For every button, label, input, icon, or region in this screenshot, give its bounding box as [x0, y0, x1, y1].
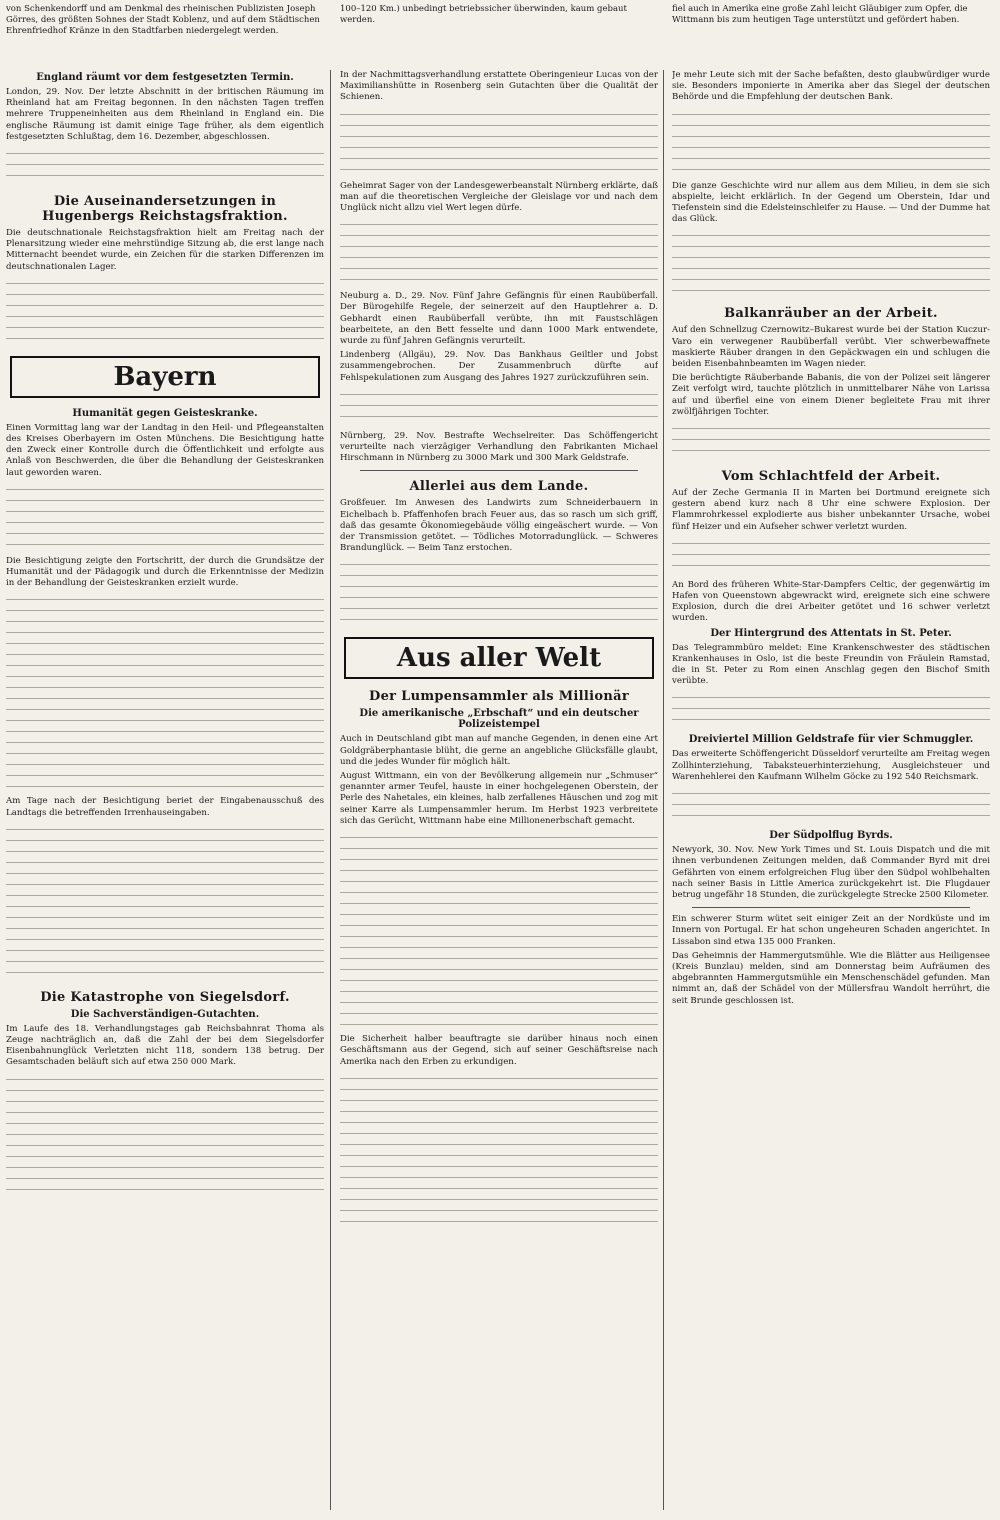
body-text-block — [6, 822, 324, 982]
headline-allerlei: Allerlei aus dem Lande. — [409, 479, 589, 495]
article-schmuggler: Das erweiterte Schöffengericht Düsseldorf verurteilte am Freitag wegen Zollhinterziehung, Tabaksteuerhinterziehung, Ausgleichsteuer und Warenhehlerei den Kaufmann Wilhelm Göcke zu 192 540 Reichsmark. — [672, 749, 990, 782]
body-text-block — [340, 387, 658, 427]
body-text-block — [340, 107, 658, 177]
top-c2: 100–120 Km.) unbedingt betriebssicher überwinden, kaum gebaut werden. — [340, 4, 627, 25]
article-lumpensammler: Auch in Deutschland gibt man auf manche Gegenden, in denen eine Art Goldgräberphantasie blüht, die gerne an angebliche Glücksfälle glaubt, und die jedes Wunder für möglich hält. — [340, 734, 658, 767]
article-sturm: Ein schwerer Sturm wütet seit einiger Zeit an der Nordküste und im Innern von Portugal. Er hat schon ungeheuren Schaden angerichtet. In Lissabon sind etwa 135 000 Franken. — [672, 914, 990, 947]
article-wittmann: August Wittmann, ein von der Bevölkerung allgemein nur „Schmuser“ genannter armer Teufel, hauste in einer hochgelegenen Oberstein, der Perle des Nahetales, ein kleines, halb zerfallenes Häuschen und zog mit seiner Karre als Lumpensammler herum. Im Herbst 1923 verbreitete sich das Gerücht, Wittmann habe eine Millionenerbschaft gemacht. — [340, 771, 658, 826]
headline-lumpensammler: Der Lumpensammler als Millionär — [369, 689, 629, 705]
body-text-block — [672, 228, 990, 298]
article-humanitaet-2: Die Besichtigung zeigte den Fortschritt, der durch die Grundsätze der Humanität und der Pädagogik und durch die Erkenntnisse der Medizin in der Behandlung der Geisteskranken erzielt wurde. — [6, 555, 324, 589]
headline-schmuggler: Dreiviertel Million Geldstrafe für vier Schmuggler. — [688, 734, 974, 746]
headline-humanitaet: Humanität gegen Geisteskranke. — [72, 407, 258, 419]
article-lindenberg: Lindenberg (Allgäu), 29. Nov. Das Bankhaus Geiltler und Jobst zusammengebrochen. Der Zusammenbruch dürfte auf Fehlspekulationen zum Ausgang des Jahres 1927 zurückzuführen sein. — [340, 350, 658, 383]
article-hammergutsmuehle: Das Geheimnis der Hammergutsmühle. Wie die Blätter aus Heiligensee (Kreis Bunzlau) melden, sind am Donnerstag beim Aufräumen des abgebrannten Hammergutsmühle ein Menschenschädel gefunden. Man nimmt an, daß der Schädel von der Müllersfrau Wandolt herrührt, die seit Brunde geschlossen ist. — [672, 950, 990, 1006]
headline-hugenberg: Die Auseinandersetzungen in Hugenbergs Reichstagsfraktion. — [42, 194, 288, 225]
column-rule-1 — [330, 70, 331, 1510]
body-text-block — [340, 1071, 658, 1231]
body-text-block — [672, 786, 990, 826]
article-england: London, 29. Nov. Der letzte Abschnitt in der britischen Räumung im Rheinland hat am Freitag begonnen. In den nächsten Tagen treffen mehrere Truppeneinheiten aus dem Rheinland in England ein. Die englische Räumung ist damit einige Tage früher, als dem eigentlich festgesetzten Schlußtag, dem 16. Dezember, abgeschlossen. — [6, 87, 324, 142]
body-text-block — [6, 146, 324, 186]
article-lucas: In der Nachmittagsverhandlung erstattete Oberingenieur Lucas von der Maximilianshütte in Rosenberg sein Gutachten über die Qualität der Schienen. — [340, 70, 658, 103]
body-text-block — [6, 482, 324, 552]
body-text-block — [340, 217, 658, 287]
body-text-block — [672, 690, 990, 730]
article-lumpen-cont: Je mehr Leute sich mit der Sache befaßten, desto glaubwürdiger wurde sie. Besonders imponierte in Amerika aber das Siegel der deutschen Behörde und die Empfehlung der deutschen Bank. — [672, 70, 990, 103]
body-text-block — [672, 421, 990, 461]
subhead-lumpensammler: Die amerikanische „Erbschaft“ und ein deutscher Polizeistempel — [359, 708, 639, 731]
separator — [360, 470, 638, 471]
article-hugenberg: Die deutschnationale Reichstagsfraktion hielt am Freitag nach der Plenarsitzung wieder eine mehrstündige Sitzung ab, die erst lange nach Mitternacht beendet wurde, ein Zeichen für die starken Differenzen im deutschnationalen Lager. — [6, 228, 324, 272]
article-babanis: Die berüchtigte Räuberbande Babanis, die von der Polizei seit längerer Zeit verfolgt wird, tauchte plötzlich in unmittelbarer Nähe von Larissa auf und überfiel eine von einem Diener begleitete Frau mit ihrer zwölfjährigen Tochter. — [672, 373, 990, 417]
body-text-block — [6, 276, 324, 346]
headline-england: England räumt vor dem festgesetzten Termin. — [36, 72, 294, 83]
section-aus-aller-welt: Aus aller Welt — [344, 637, 654, 679]
separator — [692, 907, 970, 908]
headline-petri: Der Hintergrund des Attentats in St. Peter. — [710, 627, 952, 639]
article-geschaeft: Die Sicherheit halber beauftragte sie darüber hinaus noch einen Geschäftsmann aus der Gegend, sich auf seiner Geschäftsreise nach Amerika nach den Erben zu erkundigen. — [340, 1034, 658, 1067]
article-schlachtfeld: Auf der Zeche Germania II in Marten bei Dortmund ereignete sich gestern abend kurz nach 8 Uhr eine schwere Explosion. Der Flammrohrkessel explodierte aus bisher unbekannter Ursache, wobei fünf Heizer und ein Aufseher schwer verletzt wurden. — [672, 488, 990, 532]
article-allerlei: Großfeuer. Im Anwesen des Landwirts zum Schneiderbauern in Eichelbach b. Pfaffenhofen brach Feuer aus, das so rasch um sich griff, daß das gesamte Ökonomiegebäude völlig eingeäschert wurde. — Von der Transmission getötet. — Tödliches Motorradunglück. — Schweres Brandunglück. — Beim Tanz erstochen. — [340, 498, 658, 554]
top-c3: fiel auch in Amerika eine große Zahl leicht Gläubiger zum Opfer, die Wittmann bis zum heutigen Tage unterstützt und gefördert haben. — [672, 4, 968, 25]
column-rule-2 — [663, 70, 664, 1510]
body-text-block — [340, 830, 658, 1030]
subhead-siegelsdorf: Die Sachverständigen-Gutachten. — [70, 1008, 260, 1020]
top-continuations — [0, 0, 1000, 68]
article-milieu: Die ganze Geschichte wird nur allem aus dem Milieu, in dem sie sich abspielte, leicht erklärlich. In der Gegend um Oberstein, Idar und Tiefenstein sind die Edelsteinschleifer zu Hause. — Und der Dumme hat das Glück. — [672, 180, 990, 225]
top-c1: von Schenkendorff und am Denkmal des rheinischen Publizisten Joseph Görres, des größten Sohnes der Stadt Koblenz, und auf dem Städtischen Ehrenfriedhof Kränze in den Stadtfarben niedergelegt werden. — [6, 4, 320, 36]
body-text-block — [672, 536, 990, 576]
column-3 — [672, 70, 990, 1510]
headline-balkan: Balkanräuber an der Arbeit. — [724, 306, 938, 322]
column-2 — [340, 70, 658, 1510]
article-neuburg: Neuburg a. D., 29. Nov. Fünf Jahre Gefängnis für einen Raubüberfall. Der Bürogehilfe Regele, der seinerzeit auf den Hauptlehrer a. D. Gebhardt einen Raubüberfall verübte, ihn mit Faustschlägen bearbeitete, an den Bett fesselte und dann 1000 Mark entwendete, wurde zu fünf Jahren Gefängnis verurteilt. — [340, 291, 658, 347]
article-byrd: Newyork, 30. Nov. New York Times und St. Louis Dispatch und die mit ihnen verbundenen Zeitungen melden, daß Commander Byrd mit drei Gefährten von einem erfolgreichen Flug über den Südpol wohlbehalten nach seiner Basis in Little America zurückgekehrt ist. Die Flugdauer betrug ungefähr 18 Stunden, die zurückgelegte Strecke 2500 Kilometer. — [672, 845, 990, 900]
body-text-block — [6, 592, 324, 792]
article-humanitaet: Einen Vormittag lang war der Landtag in den Heil- und Pflegeanstalten des Kreises Oberbayern im Osten Münchens. Die Besichtigung hatte den Zweck einer Kontrolle durch die Öffentlichkeit und erfolgte aus Anlaß von Beschwerden, die über die Behandlung der Geisteskranken laut geworden waren. — [6, 422, 324, 478]
article-celtic: An Bord des früheren White-Star-Dampfers Celtic, der gegenwärtig im Hafen von Queenstown abgewrackt wird, ereignete sich eine schwere Explosion, durch die drei Arbeiter getötet und 16 schwer verletzt wurden. — [672, 579, 990, 624]
column-1 — [6, 70, 324, 1510]
headline-schlachtfeld: Vom Schlachtfeld der Arbeit. — [721, 469, 941, 485]
headline-byrd: Der Südpolflug Byrds. — [769, 830, 893, 842]
article-nuernberg: Nürnberg, 29. Nov. Bestrafte Wechselreiter. Das Schöffengericht verurteilte nach vierzägiger Verhandlung den Fabrikanten Michael Hirschmann in Nürnberg zu 3000 Mark und 300 Mark Geldstrafe. — [340, 430, 658, 464]
headline-siegelsdorf: Die Katastrophe von Siegelsdorf. — [40, 989, 290, 1005]
body-text-block — [6, 1072, 324, 1192]
article-sager: Geheimrat Sager von der Landesgewerbeanstalt Nürnberg erklärte, daß man auf die theoretischen Vergleiche der Gleislage vor und nach dem Unglück nicht allzu viel Wert legen dürfe. — [340, 180, 658, 214]
body-text-block — [340, 557, 658, 627]
article-eingabe: Am Tage nach der Besichtigung beriet der Eingabenausschuß des Landtags die betreffenden Irrenhauseingaben. — [6, 796, 324, 818]
section-bayern: Bayern — [10, 356, 320, 398]
article-petri: Das Telegrammbüro meldet: Eine Krankenschwester des städtischen Krankenhauses in Oslo, ist die beste Freundin von Fräulein Ramstad, die in St. Peter zu Rom einen Anschlag gegen den Bischof Smith verübte. — [672, 642, 990, 687]
article-siegelsdorf: Im Laufe des 18. Verhandlungstages gab Reichsbahnrat Thoma als Zeuge nachträglich an, daß die Zahl der bei dem Siegelsdorfer Eisenbahnunglück Verletzten nicht 118, sondern 138 betrug. Der Gesamtschaden beläuft sich auf etwa 250 000 Mark. — [6, 1023, 324, 1068]
body-text-block — [672, 107, 990, 177]
article-balkan: Auf den Schnellzug Czernowitz–Bukarest wurde bei der Station Kuczur-Varo ein verwegener Raubüberfall verübt. Vier schwerbewaffnete maskierte Räuber drangen in den Gepäckwagen ein und schlugen die beiden Eisenbahnbeamten im Wagen nieder. — [672, 325, 990, 370]
